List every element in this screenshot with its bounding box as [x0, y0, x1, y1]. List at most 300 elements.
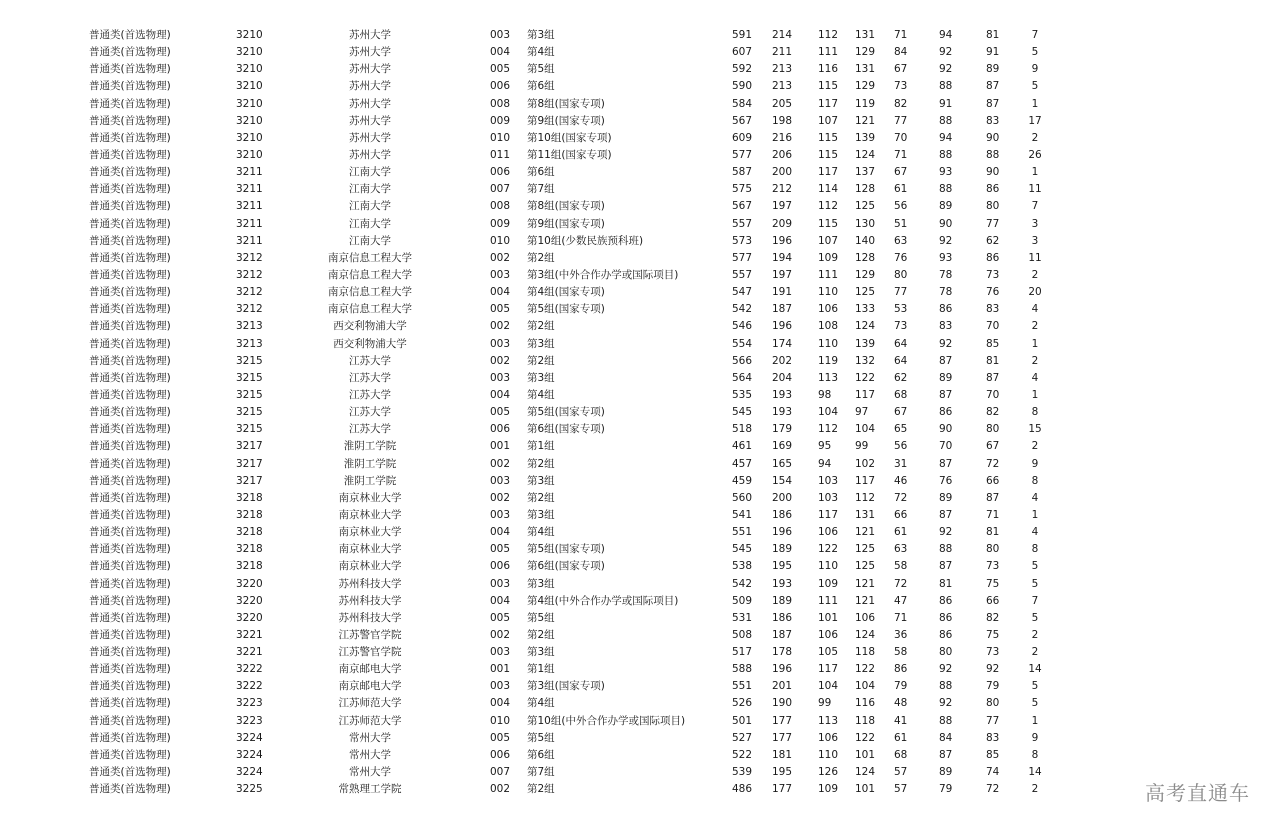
- cell-total-score: 564: [732, 371, 753, 384]
- cell-group-code: 003: [490, 646, 511, 659]
- cell-score-e: 88: [939, 183, 953, 196]
- cell-score-c: 117: [855, 388, 876, 401]
- cell-school-name: 南京信息工程大学: [328, 303, 412, 316]
- cell-group-name: 第8组(国家专项): [527, 200, 605, 213]
- cell-score-d: 73: [894, 80, 908, 93]
- cell-school-code: 3220: [236, 577, 263, 590]
- cell-score-a: 165: [772, 457, 793, 470]
- cell-score-d: 67: [894, 63, 908, 76]
- cell-score-c: 118: [855, 714, 876, 727]
- cell-score-d: 58: [894, 560, 908, 573]
- cell-school-name: 南京林业大学: [338, 543, 402, 556]
- cell-score-b: 103: [818, 491, 839, 504]
- cell-count: 5: [1031, 80, 1039, 93]
- cell-group-name: 第6组: [527, 166, 555, 179]
- table-row: [0, 387, 1280, 404]
- cell-score-d: 36: [894, 628, 908, 641]
- cell-score-c: 125: [855, 560, 876, 573]
- cell-score-e: 86: [939, 303, 953, 316]
- cell-score-c: 129: [855, 46, 876, 59]
- cell-score-a: 189: [772, 543, 793, 556]
- cell-group-code: 009: [490, 217, 511, 230]
- cell-category: 普通类(首选物理): [89, 166, 171, 179]
- cell-score-c: 104: [855, 423, 876, 436]
- cell-count: 4: [1031, 303, 1039, 316]
- cell-score-a: 204: [772, 371, 793, 384]
- cell-group-name: 第3组(国家专项): [527, 680, 605, 693]
- table-row: [0, 644, 1280, 661]
- cell-category: 普通类(首选物理): [89, 423, 171, 436]
- cell-score-d: 41: [894, 714, 908, 727]
- cell-school-code: 3215: [236, 388, 263, 401]
- cell-group-code: 001: [490, 663, 511, 676]
- cell-count: 5: [1031, 46, 1039, 59]
- cell-total-score: 522: [732, 748, 753, 761]
- cell-score-a: 196: [772, 663, 793, 676]
- cell-score-a: 200: [772, 491, 793, 504]
- cell-score-b: 106: [818, 731, 839, 744]
- cell-group-code: 002: [490, 491, 511, 504]
- cell-score-f: 88: [986, 148, 1000, 161]
- cell-total-score: 567: [732, 114, 753, 127]
- cell-count: 5: [1031, 697, 1039, 710]
- cell-category: 普通类(首选物理): [89, 646, 171, 659]
- table-row: [0, 233, 1280, 250]
- cell-group-code: 003: [490, 577, 511, 590]
- cell-school-name: 江南大学: [349, 166, 391, 179]
- cell-score-d: 71: [894, 29, 908, 41]
- table-row: [0, 284, 1280, 301]
- cell-score-f: 81: [986, 354, 1000, 367]
- cell-score-a: 211: [772, 46, 793, 59]
- cell-school-name: 江南大学: [349, 234, 391, 247]
- cell-score-d: 71: [894, 611, 908, 624]
- cell-score-a: 154: [772, 474, 793, 487]
- cell-score-a: 193: [772, 577, 793, 590]
- cell-school-name: 苏州大学: [349, 97, 391, 110]
- cell-score-f: 85: [986, 337, 1000, 350]
- cell-score-a: 187: [772, 303, 793, 316]
- cell-score-a: 201: [772, 680, 793, 693]
- cell-score-b: 111: [818, 46, 839, 59]
- cell-score-f: 82: [986, 406, 1000, 419]
- cell-total-score: 557: [732, 268, 753, 281]
- cell-score-e: 80: [939, 646, 953, 659]
- cell-count: 2: [1031, 628, 1039, 641]
- cell-group-code: 005: [490, 406, 511, 419]
- cell-total-score: 541: [732, 508, 753, 521]
- cell-school-name: 江苏大学: [349, 371, 391, 384]
- cell-school-code: 3221: [236, 628, 263, 641]
- cell-count: 2: [1031, 783, 1039, 796]
- cell-total-score: 508: [732, 628, 753, 641]
- cell-group-name: 第5组(国家专项): [527, 406, 605, 419]
- cell-score-f: 83: [986, 114, 1000, 127]
- cell-count: 5: [1031, 611, 1039, 624]
- cell-school-name: 西交利物浦大学: [333, 337, 407, 350]
- cell-score-c: 106: [855, 611, 876, 624]
- cell-total-score: 557: [732, 217, 753, 230]
- cell-school-code: 3224: [236, 766, 263, 779]
- cell-total-score: 486: [732, 783, 753, 796]
- cell-category: 普通类(首选物理): [89, 783, 171, 796]
- table-row: [0, 96, 1280, 113]
- table-row: [0, 44, 1280, 61]
- cell-school-code: 3211: [236, 234, 263, 247]
- cell-score-d: 56: [894, 440, 908, 453]
- cell-group-name: 第5组: [527, 611, 555, 624]
- table-row: [0, 627, 1280, 644]
- cell-total-score: 577: [732, 251, 753, 264]
- cell-school-name: 南京林业大学: [338, 508, 402, 521]
- cell-group-code: 006: [490, 560, 511, 573]
- cell-score-b: 106: [818, 628, 839, 641]
- cell-score-c: 125: [855, 543, 876, 556]
- cell-score-c: 137: [855, 166, 876, 179]
- cell-group-code: 005: [490, 731, 511, 744]
- cell-score-b: 111: [818, 268, 839, 281]
- cell-score-c: 117: [855, 474, 876, 487]
- cell-category: 普通类(首选物理): [89, 508, 171, 521]
- table-row: [0, 421, 1280, 438]
- cell-group-name: 第2组: [527, 320, 555, 333]
- cell-group-name: 第7组: [527, 766, 555, 779]
- cell-school-name: 南京林业大学: [338, 526, 402, 539]
- cell-group-name: 第3组: [527, 29, 555, 41]
- cell-group-code: 002: [490, 354, 511, 367]
- cell-score-f: 76: [986, 286, 1000, 299]
- cell-group-code: 003: [490, 680, 511, 693]
- cell-score-b: 111: [818, 594, 839, 607]
- cell-group-name: 第4组: [527, 697, 555, 710]
- cell-score-a: 214: [772, 29, 793, 41]
- cell-group-code: 002: [490, 320, 511, 333]
- cell-group-name: 第3组(中外合作办学或国际项目): [527, 268, 679, 281]
- cell-school-name: 南京邮电大学: [338, 663, 402, 676]
- table-row: [0, 301, 1280, 318]
- cell-score-d: 61: [894, 731, 908, 744]
- cell-group-code: 008: [490, 200, 511, 213]
- cell-score-a: 189: [772, 594, 793, 607]
- cell-score-b: 117: [818, 663, 839, 676]
- cell-score-c: 124: [855, 148, 876, 161]
- cell-score-e: 91: [939, 97, 953, 110]
- cell-category: 普通类(首选物理): [89, 114, 171, 127]
- cell-group-code: 002: [490, 251, 511, 264]
- cell-score-a: 205: [772, 97, 793, 110]
- table-row: [0, 216, 1280, 233]
- cell-count: 9: [1031, 63, 1039, 76]
- cell-group-name: 第9组(国家专项): [527, 217, 605, 230]
- cell-score-d: 57: [894, 766, 908, 779]
- cell-score-f: 77: [986, 217, 1000, 230]
- cell-score-e: 87: [939, 354, 953, 367]
- cell-school-code: 3211: [236, 217, 263, 230]
- cell-school-code: 3223: [236, 714, 263, 727]
- cell-score-c: 125: [855, 286, 876, 299]
- cell-group-code: 005: [490, 543, 511, 556]
- cell-category: 普通类(首选物理): [89, 97, 171, 110]
- cell-category: 普通类(首选物理): [89, 594, 171, 607]
- cell-total-score: 551: [732, 526, 753, 539]
- cell-school-code: 3224: [236, 731, 263, 744]
- cell-category: 普通类(首选物理): [89, 748, 171, 761]
- cell-total-score: 545: [732, 543, 753, 556]
- cell-category: 普通类(首选物理): [89, 611, 171, 624]
- cell-score-d: 61: [894, 526, 908, 539]
- cell-score-a: 177: [772, 714, 793, 727]
- cell-score-c: 128: [855, 183, 876, 196]
- table-row: [0, 370, 1280, 387]
- cell-score-e: 93: [939, 166, 953, 179]
- cell-total-score: 457: [732, 457, 753, 470]
- cell-score-d: 70: [894, 131, 908, 144]
- cell-count: 1: [1031, 166, 1039, 179]
- cell-school-name: 淮阴工学院: [343, 440, 397, 453]
- cell-group-name: 第6组: [527, 748, 555, 761]
- table-row: [0, 541, 1280, 558]
- cell-category: 普通类(首选物理): [89, 560, 171, 573]
- cell-score-c: 133: [855, 303, 876, 316]
- cell-category: 普通类(首选物理): [89, 628, 171, 641]
- cell-score-f: 72: [986, 783, 1000, 796]
- cell-school-name: 江苏师范大学: [338, 697, 402, 710]
- cell-school-code: 3211: [236, 200, 263, 213]
- cell-count: 2: [1031, 131, 1039, 144]
- cell-category: 普通类(首选物理): [89, 286, 171, 299]
- cell-count: 2: [1031, 354, 1039, 367]
- cell-school-name: 苏州科技大学: [338, 594, 402, 607]
- table-row: [0, 318, 1280, 335]
- cell-count: 8: [1031, 748, 1039, 761]
- cell-score-c: 139: [855, 131, 876, 144]
- cell-total-score: 542: [732, 303, 753, 316]
- table-row: [0, 713, 1280, 730]
- table-row: [0, 267, 1280, 284]
- cell-score-b: 103: [818, 474, 839, 487]
- cell-score-e: 92: [939, 234, 953, 247]
- cell-category: 普通类(首选物理): [89, 63, 171, 76]
- cell-group-code: 004: [490, 46, 511, 59]
- cell-group-code: 003: [490, 474, 511, 487]
- cell-count: 1: [1031, 97, 1039, 110]
- cell-score-c: 125: [855, 200, 876, 213]
- cell-score-f: 67: [986, 440, 1000, 453]
- cell-score-d: 58: [894, 646, 908, 659]
- cell-score-c: 128: [855, 251, 876, 264]
- cell-score-d: 72: [894, 577, 908, 590]
- cell-score-f: 74: [986, 766, 1000, 779]
- cell-group-code: 006: [490, 423, 511, 436]
- cell-score-d: 51: [894, 217, 908, 230]
- cell-total-score: 461: [732, 440, 753, 453]
- cell-category: 普通类(首选物理): [89, 577, 171, 590]
- cell-school-name: 苏州大学: [349, 80, 391, 93]
- cell-total-score: 609: [732, 131, 753, 144]
- cell-score-e: 78: [939, 268, 953, 281]
- table-row: [0, 456, 1280, 473]
- cell-school-name: 常州大学: [349, 748, 391, 761]
- cell-count: 14: [1028, 663, 1042, 676]
- cell-score-f: 81: [986, 29, 1000, 41]
- table-row: [0, 438, 1280, 455]
- cell-school-name: 苏州大学: [349, 46, 391, 59]
- watermark: 高考直通车: [1145, 781, 1250, 805]
- cell-score-a: 195: [772, 766, 793, 779]
- cell-school-code: 3210: [236, 131, 263, 144]
- cell-score-c: 131: [855, 29, 876, 41]
- cell-score-d: 77: [894, 286, 908, 299]
- cell-score-c: 121: [855, 594, 876, 607]
- cell-score-e: 86: [939, 594, 953, 607]
- cell-total-score: 573: [732, 234, 753, 247]
- cell-group-name: 第6组(国家专项): [527, 423, 605, 436]
- table-row: [0, 404, 1280, 421]
- cell-count: 4: [1031, 526, 1039, 539]
- cell-score-b: 110: [818, 748, 839, 761]
- cell-score-c: 139: [855, 337, 876, 350]
- cell-score-b: 117: [818, 166, 839, 179]
- cell-score-f: 80: [986, 543, 1000, 556]
- cell-score-d: 67: [894, 406, 908, 419]
- cell-school-code: 3210: [236, 148, 263, 161]
- cell-total-score: 590: [732, 80, 753, 93]
- cell-group-name: 第4组(国家专项): [527, 286, 605, 299]
- cell-score-f: 73: [986, 646, 1000, 659]
- cell-score-e: 88: [939, 114, 953, 127]
- cell-score-a: 213: [772, 63, 793, 76]
- cell-group-code: 003: [490, 337, 511, 350]
- cell-score-e: 94: [939, 131, 953, 144]
- cell-score-f: 87: [986, 97, 1000, 110]
- cell-group-code: 006: [490, 166, 511, 179]
- cell-total-score: 547: [732, 286, 753, 299]
- cell-group-name: 第2组: [527, 251, 555, 264]
- cell-category: 普通类(首选物理): [89, 200, 171, 213]
- cell-score-e: 86: [939, 406, 953, 419]
- cell-category: 普通类(首选物理): [89, 183, 171, 196]
- cell-school-name: 南京林业大学: [338, 491, 402, 504]
- cell-group-name: 第2组: [527, 354, 555, 367]
- cell-school-name: 江苏大学: [349, 406, 391, 419]
- cell-score-e: 83: [939, 320, 953, 333]
- table-row: [0, 113, 1280, 130]
- cell-score-b: 110: [818, 337, 839, 350]
- table-row: [0, 61, 1280, 78]
- cell-group-code: 011: [490, 148, 511, 161]
- cell-count: 2: [1031, 320, 1039, 333]
- cell-score-a: 197: [772, 268, 793, 281]
- cell-score-c: 122: [855, 663, 876, 676]
- cell-school-code: 3223: [236, 697, 263, 710]
- cell-score-c: 122: [855, 371, 876, 384]
- cell-category: 普通类(首选物理): [89, 697, 171, 710]
- cell-school-name: 苏州大学: [349, 148, 391, 161]
- cell-total-score: 531: [732, 611, 753, 624]
- table-row: [0, 524, 1280, 541]
- cell-school-name: 江苏警官学院: [338, 646, 402, 659]
- cell-count: 5: [1031, 577, 1039, 590]
- cell-score-e: 89: [939, 766, 953, 779]
- cell-score-d: 72: [894, 491, 908, 504]
- cell-score-d: 61: [894, 183, 908, 196]
- cell-score-d: 65: [894, 423, 908, 436]
- cell-score-b: 113: [818, 714, 839, 727]
- cell-group-name: 第2组: [527, 491, 555, 504]
- table-row: [0, 198, 1280, 215]
- cell-total-score: 545: [732, 406, 753, 419]
- cell-score-c: 99: [855, 440, 869, 453]
- cell-score-b: 106: [818, 303, 839, 316]
- cell-score-e: 88: [939, 543, 953, 556]
- cell-score-a: 178: [772, 646, 793, 659]
- cell-total-score: 527: [732, 731, 753, 744]
- cell-group-code: 010: [490, 714, 511, 727]
- cell-count: 9: [1031, 731, 1039, 744]
- table-row: [0, 181, 1280, 198]
- cell-category: 普通类(首选物理): [89, 663, 171, 676]
- cell-score-d: 84: [894, 46, 908, 59]
- cell-school-name: 淮阴工学院: [343, 457, 397, 470]
- cell-category: 普通类(首选物理): [89, 474, 171, 487]
- cell-score-b: 122: [818, 543, 839, 556]
- cell-category: 普通类(首选物理): [89, 217, 171, 230]
- cell-school-code: 3222: [236, 663, 263, 676]
- cell-score-b: 117: [818, 508, 839, 521]
- cell-category: 普通类(首选物理): [89, 371, 171, 384]
- cell-group-code: 004: [490, 286, 511, 299]
- cell-score-c: 124: [855, 320, 876, 333]
- cell-total-score: 567: [732, 200, 753, 213]
- cell-group-name: 第3组: [527, 508, 555, 521]
- cell-group-code: 005: [490, 303, 511, 316]
- cell-group-code: 010: [490, 234, 511, 247]
- cell-group-name: 第2组: [527, 457, 555, 470]
- cell-score-f: 71: [986, 508, 1000, 521]
- cell-school-name: 苏州大学: [349, 114, 391, 127]
- cell-total-score: 526: [732, 697, 753, 710]
- cell-score-a: 181: [772, 748, 793, 761]
- cell-school-code: 3217: [236, 457, 263, 470]
- cell-score-a: 193: [772, 406, 793, 419]
- cell-school-code: 3215: [236, 423, 263, 436]
- cell-score-b: 105: [818, 646, 839, 659]
- cell-score-c: 119: [855, 97, 876, 110]
- cell-category: 普通类(首选物理): [89, 406, 171, 419]
- cell-group-code: 001: [490, 440, 511, 453]
- cell-total-score: 575: [732, 183, 753, 196]
- cell-score-d: 73: [894, 320, 908, 333]
- cell-score-d: 86: [894, 663, 908, 676]
- cell-score-d: 53: [894, 303, 908, 316]
- cell-school-name: 江苏师范大学: [338, 714, 402, 727]
- cell-group-code: 002: [490, 457, 511, 470]
- cell-score-c: 129: [855, 268, 876, 281]
- cell-score-a: 200: [772, 166, 793, 179]
- cell-score-e: 78: [939, 286, 953, 299]
- cell-score-c: 97: [855, 406, 869, 419]
- cell-school-name: 西交利物浦大学: [333, 320, 407, 333]
- cell-score-f: 75: [986, 577, 1000, 590]
- cell-score-e: 81: [939, 577, 953, 590]
- table-row: [0, 130, 1280, 147]
- cell-score-e: 86: [939, 628, 953, 641]
- cell-category: 普通类(首选物理): [89, 303, 171, 316]
- cell-score-f: 92: [986, 663, 1000, 676]
- cell-score-f: 91: [986, 46, 1000, 59]
- cell-count: 26: [1028, 148, 1042, 161]
- cell-group-code: 006: [490, 80, 511, 93]
